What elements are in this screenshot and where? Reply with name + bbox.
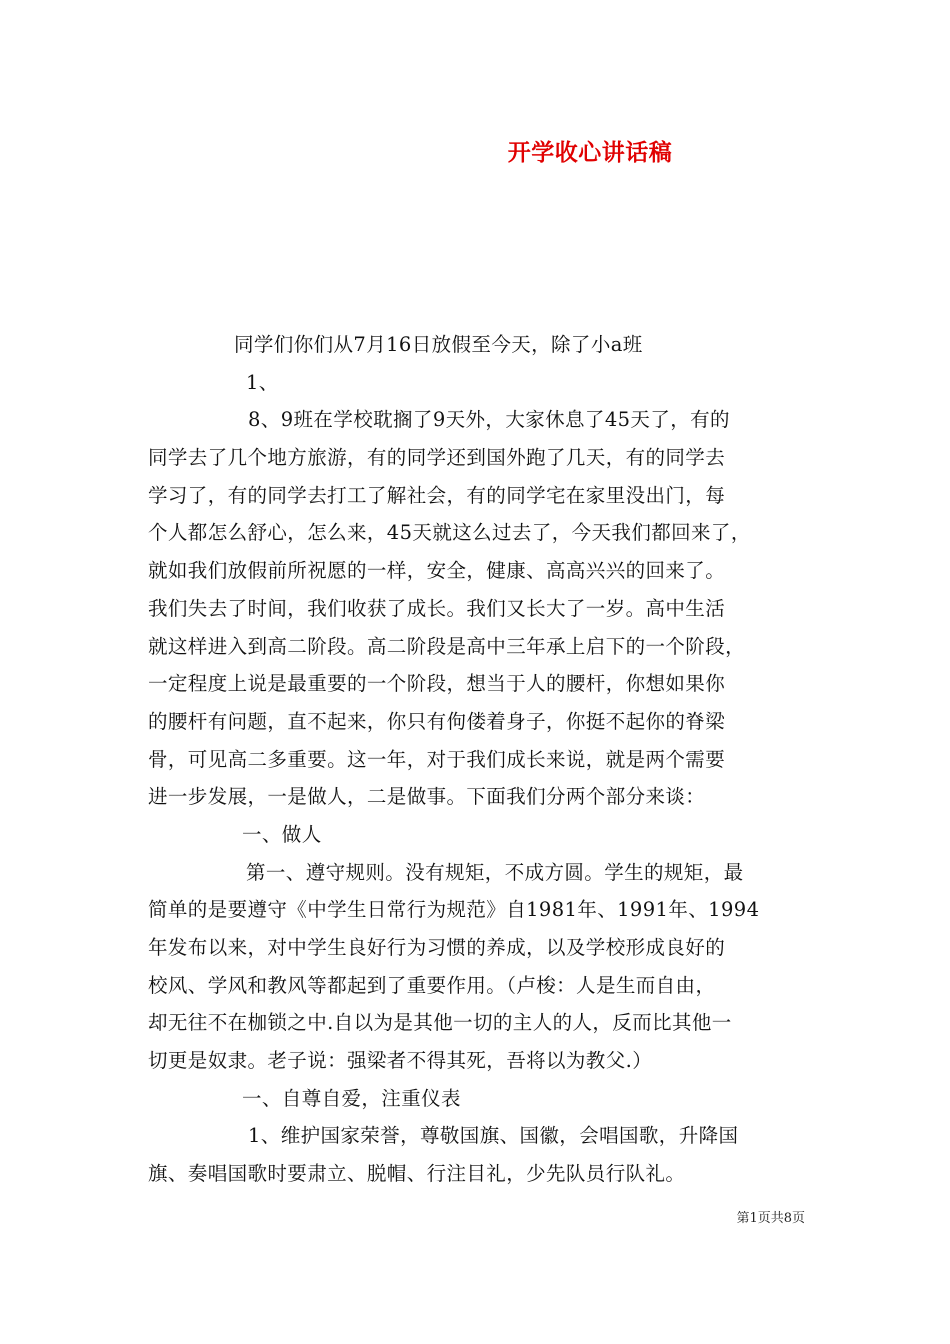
text-line: 就这样进入到高二阶段。高二阶段是高中三年承上启下的一个阶段，: [148, 634, 746, 658]
text-line: 个人都怎么舒心，怎么来，45天就这么过去了，今天我们都回来了，: [148, 521, 751, 545]
text-line: 进一步发展，一是做人，二是做事。下面我们分两个部分来谈：: [148, 785, 706, 809]
text-line: 一定程度上说是最重要的一个阶段，想当于人的腰杆，你想如果你: [148, 672, 726, 696]
text-line: 骨，可见高二多重要。这一年，对于我们成长来说，就是两个需要: [148, 747, 726, 771]
text-line: 同学们你们从7月16日放假至今天，除了小a班: [234, 333, 643, 356]
text-line: 校风、学风和教风等都起到了重要作用。（卢梭：人是生而自由，: [148, 973, 716, 997]
text-line: 同学去了几个地方旅游，有的同学还到国外跑了几天，有的同学去: [148, 446, 726, 470]
text-line: 学习了，有的同学去打工了解社会，有的同学宅在家里没出门，每: [148, 483, 726, 507]
text-line: 切更是奴隶。老子说：强梁者不得其死，吾将以为教父.）: [148, 1049, 653, 1073]
text-line: 年发布以来，对中学生良好行为习惯的养成，以及学校形成良好的: [148, 936, 726, 959]
text-line: 第一、遵守规则。没有规矩，不成方圆。学生的规矩，最: [246, 860, 744, 884]
page-title: 开学收心讲话稿: [507, 139, 673, 166]
text-line: 旗、奏唱国歌时要肃立、脱帽、行注目礼，少先队员行队礼。: [148, 1162, 686, 1186]
text-line: 却无往不在枷锁之中.自以为是其他一切的主人的人，反而比其他一: [148, 1011, 732, 1035]
text-line: 就如我们放假前所祝愿的一样，安全，健康、高高兴兴的回来了。: [148, 559, 726, 583]
document-body: [148, 326, 808, 1193]
text-line: 我们失去了时间，我们收获了成长。我们又长大了一岁。高中生活: [148, 596, 726, 620]
text-line: 的腰杆有问题，直不起来，你只有佝偻着身子，你挺不起你的脊梁: [148, 709, 726, 733]
section-heading: 一、自尊自爱，注重仪表: [242, 1086, 461, 1110]
section-heading: 一、做人: [242, 822, 322, 846]
page-number: 第1页共8页: [736, 1211, 805, 1226]
text-line: 1、维护国家荣誉，尊敬国旗、国徽，会唱国歌，升降国: [248, 1124, 739, 1148]
text-line: 简单的是要遵守《中学生日常行为规范》自1981年、1991年、1994: [148, 898, 760, 922]
text-line: 1、: [246, 370, 279, 394]
text-line: 8、9班在学校耽搁了9天外，大家休息了45天了，有的: [248, 408, 730, 432]
